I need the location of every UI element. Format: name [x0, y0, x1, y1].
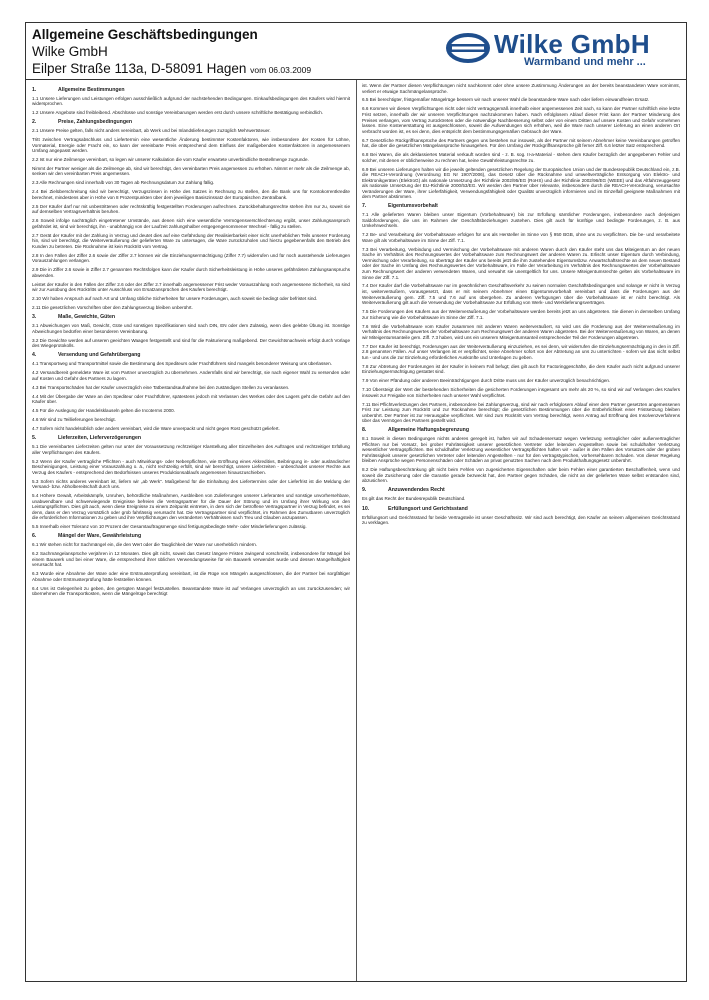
- logo-mark-icon: [446, 33, 490, 63]
- terms-section: [362, 83, 680, 200]
- clause-paragraph: 6.8 Bei Waren, die als deklassiertes Material verkauft worden sind - z. B. sog. II-a-Material - stehen dem Käufer bezüglich der angegebenen Fehler und solcher, mit denen er üblicherweise zu rechnen hat, keine Gewährleistungsrechte zu.: [362, 152, 680, 163]
- clause-paragraph: 6.1 Wir stehen nicht für Sachmängel ein, die den Wert oder die Tauglichkeit der Ware nur unerheblich mindern.: [32, 542, 258, 548]
- clause-paragraph: 2.9 Die in Ziffer 2.6 sowie in Ziffer 2.7 genannten Rechtsfolgen kann der Käufer durch Sicherheitsleistung in Höhe unseres gefährdeten Zahlungsanspruchs abwenden.: [32, 267, 350, 278]
- clause-paragraph: 4.7 Sofern nicht handelsüblich oder anders vereinbart, wird die Ware unverpackt und nicht gegen Rost geschützt geliefert.: [32, 426, 280, 432]
- clause-paragraph: 6.9 Bei unseren Lieferungen halten wir die jeweils geltenden gesetzlichen Regelung der Europäischen Union und der Bundesrepublik Deutschland ein, z.B. die REACH-Verordnung (Verordnung EG Nr 1907/2006), das Gesetz über die Rücknahme und umweltverträgliche Entsorgung von Elektro- und Elektronikgeräten (ElektroG) als nationale Umsetzung der Richtlinie 2002/95/EG (RoHS) und der Richtlinie 2002/96/EG (WEEE) und das Altfahrzeuggesetz als nationale Umsetzung der EU-Richtlinie 2000/53/EG. Wir werden den Partner über relevante, insbesondere durch die REACH-Verordnung, verursachte Veränderungen der Ware, ihrer Lieferfähigkeit, Verwendungsfähigkeit oder Qualität unverzüglich informieren und im Einzelfall geeignete Maßnahmen mit dem Partner abstimmen.: [362, 166, 680, 200]
- clause-paragraph: 4.3 Bei Transportschäden hat der Käufer unverzüglich eine Tatbestandsaufnahme bei den zuständigen Stellen zu veranlassen.: [32, 384, 290, 390]
- clause-paragraph: 7.9 Von einer Pfändung oder anderen Beeinträchtigungen durch Dritte muss uns der Käufer unverzüglich benachrichtigen.: [362, 378, 611, 384]
- terms-section: [32, 435, 350, 530]
- clause-paragraph: Nimmt der Partner weniger als die Zeilmenge ab, sind wir berechtigt, den vereinbarten Preis angemessen zu erhöhen. Nimmt er mehr als die Zeilmenge ab, senken wir den vereinbarten Preis angemessen.: [32, 165, 350, 177]
- clause-paragraph: 7.7 Der Käufer ist berechtigt, Forderungen aus der Weiterveräußerung einzuziehen, es sei denn, wir widerrufen die Einziehungsermächtigung in den in Ziff. 2.8 genannten Fällen. Auf unser Verlangen ist er verpflichtet, seine Abnehmer sofort von der Abtretung an uns zu unterrichten - sofern wir das nicht selbst tun - und uns die zur Einziehung erforderlichen Auskünfte und Unterlagen zu geben.: [362, 343, 680, 360]
- clause-paragraph: 5.1 Die vereinbarten Lieferzeiten gelten nur unter der Voraussetzung rechtzeitiger Klarstellung aller Einzelheiten des Auftrages und rechtzeitiger Erfüllung aller Verpflichtungen des Käufers.: [32, 444, 350, 455]
- section-title: Allgemeine Bestimmungen: [58, 86, 125, 93]
- clause-paragraph: 2.10 Wir haben Anspruch auf nach Art und Umfang übliche Sicherheiten für unsere Forderungen, auch soweit sie bedingt oder befristet sind.: [32, 296, 318, 302]
- clause-paragraph: 3.2 Die Gewichte werden auf unseren geeichten Waagen festgestellt und sind für die Fakturierung maßgebend. Der Gewichtsnachweis erfolgt durch Vorlage des Wiegeprotokolls.: [32, 337, 350, 349]
- terms-section: [362, 427, 680, 484]
- clause-paragraph: 2.5 Der Käufer darf nur mit unbestrittenen oder rechtskräftig festgestellten Forderungen aufrechnen. Zurückbehaltungsrechte stehen ihm nur zu, soweit sie auf demselben Vertragsverhältnis beruhen.: [32, 203, 350, 215]
- clause-paragraph: 2.11 Die gesetzlichen Vorschriften über den Zahlungsverzug bleiben unberührt.: [32, 305, 193, 311]
- document-date: vom 06.03.2009: [250, 65, 312, 75]
- clause-paragraph: Erfüllungsort und Gerichtsstand für beide Vertragsteile ist unser Geschäftssitz. Wir sind auch berechtigt, den Käufer an seinem allgemeinen Gerichtsstand zu verklagen.: [362, 514, 680, 526]
- section-number: 3.: [32, 314, 37, 321]
- section-heading: [32, 87, 350, 93]
- section-title: Anzuwendendes Recht: [388, 487, 445, 494]
- left-column: [32, 83, 350, 979]
- clause-paragraph: 2.6 Soweit infolge nachträglich eingetretener Umstände, aus denen sich eine wesentliche Vermögensverschlechterung ergibt, unser Zahlungsanspruch gefährdet ist, sind wir berechtigt, ihn - unabhängig von der Laufzeit zahlungshalber entgegengenommener Wechsel - fällig zu stellen.: [32, 218, 350, 229]
- clause-paragraph: 6.7 Gesetzliche Rückgriffsansprüche des Partners gegen uns bestehen nur insoweit, als der Partner mit seinem Abnehmer keine Vereinbarungen getroffen hat, die über die gesetzlichen Mängelansprüche hinausgehen. Für den Umfang der Rückgriffsansprüche gilt ferner Ziff. 6.6 letzter Satz entsprechend.: [362, 137, 680, 149]
- logo-slogan: Warmband und mehr ...: [524, 56, 646, 68]
- document-title: Allgemeine Geschäftsbedingungen: [32, 27, 258, 42]
- section-title: Maße, Gewichte, Güten: [58, 314, 116, 321]
- terms-section: [32, 119, 350, 311]
- clause-paragraph: 7.4 Der Käufer darf die Vorbehaltsware nur im gewöhnlichen Geschäftsverkehr zu seinen normalen Geschäftsbedingungen und solange er nicht in Verzug ist, weiterveräußern, vorausgesetzt, dass er mit seinem Abnehmer einen Eigentumsvorbehalt vereinbart und dass die Forderungen aus der Weiterveräußerung gem. Ziff. 7.5 und 7.6 auf uns übergehen. Zu anderen Verfügungen über die Vorbehaltsware ist er nicht berechtigt. Als Weiterveräußerung gilt auch die Verwendung der Vorbehaltsware zur Erfüllung von Werk- und Werklieferungsverträgen.: [362, 283, 680, 306]
- section-number: 5.: [32, 435, 37, 442]
- clause-paragraph: 8.1 Soweit in diesen Bedingungen nichts anderes geregelt ist, haften wir auf Schadensersatz wegen Verletzung vertraglicher oder außervertraglicher Pflichten nur bei Vorsatz, bei grober Fahrlässigkeit unserer gesetzlichen Vertreter oder leitenden Angestellten sowie bei schuldhafter Verletzung wesentlicher Vertragspflichten. Bei schuldhafter Verletzung wesentlicher Vertragspflichten haften wir - außer in den Fällen des Vorsatzes oder der groben Fahrlässigkeit unserer gesetzlichen Vertreter oder leitenden Angestellten - nur für den vertragstypischen, vorhersehbaren Schaden. Von dieser Regelung bleiben Ansprüche wegen Personenschäden oder Schäden an privat genutzten Sachen nach dem Produkthaftungsgesetz unberührt.: [362, 436, 680, 464]
- section-title: Allgemeine Haftungsbegrenzung: [388, 427, 469, 434]
- clause-paragraph: 4.2 Versandbereit gemeldete Ware ist vom Partner unverzüglich zu übernehmen. Andernfalls sind wir berechtigt, sie nach eigener Wahl zu versenden oder auf Kosten und Gefahr des Partners zu lagern.: [32, 370, 350, 381]
- company-logo: [446, 31, 678, 71]
- clause-paragraph: 5.3 Sofern nichts anderes vereinbart ist, liefern wir „ab Werk". Maßgebend für die Einhaltung des Liefertermins oder der Lieferfrist ist die Meldung der Versand- bzw. Abholbereitschaft durch uns.: [32, 478, 350, 490]
- section-number: 6.: [32, 533, 37, 540]
- terms-section: [362, 203, 680, 423]
- clause-paragraph: 2.2 Ist nur eine Zeilmenge vereinbart, so legen wir unserer Kalkulation die vom Käufer erwartete unverbindliche Bestellmenge zugrunde.: [32, 157, 309, 162]
- company-address: Eilper Straße 113a, D-58091 Hagen: [32, 61, 247, 76]
- clause-paragraph: 5.2 Wenn der Käufer vertragliche Pflichten - auch Mitwirkungs- oder Nebenpflichten, wie Eröffnung eines Akkreditivs, Beibringung in- oder ausländischer Bescheinigungen, Leistung einer Vorauszahlung o. ä., nicht rechtzeitig erfüllt, sind wir berechtigt, unsere Lieferzeiten - unbeschadet unserer Rechte aus Verzug des Käufers - entsprechend den Bedürfnissen unseres Produktionsablaufs angemessen hinauszuschieben.: [32, 458, 350, 475]
- terms-section: [362, 506, 680, 526]
- section-number: 7.: [362, 203, 367, 210]
- clause-paragraph: 7.11 Bei Pflichtverletzungen des Partners, insbesondere bei Zahlungsverzug, sind wir nach erfolglosem Ablauf einer dem Partner gesetzten angemessenen Frist zur Leistung zum Rücktritt und zur Rücknahme berechtigt; die gesetzlichen Bestimmungen über die Entbehrlichkeit einer Fristsetzung bleiben unberührt. Der Partner ist zur Herausgabe verpflichtet. Wir sind zum Rücktritt vom Vertrag berechtigt, wenn Antrag auf Eröffnung des Insolvenzverfahrens über das Vermögen des Partners gestellt wird.: [362, 401, 680, 424]
- clause-paragraph: 1.1 Unsere Lieferungen und Leistungen erfolgen ausschließlich aufgrund der nachstehenden Bedingungen. Einkaufsbedingungen des Käufers wird hiermit widersprochen.: [32, 95, 350, 107]
- section-title: Versendung und Gefahrübergang: [58, 352, 141, 359]
- clause-paragraph: 2.4 Bei Zielüberschreitung sind wir berechtigt, Verzugszinsen in Höhe des Satzes in Rechnung zu stellen, den die Bank uns für Kontokorrentkredite berechnet, mindestens aber in Höhe von 8 Prozentpunkten über dem jeweiligen Basiszinssatz der Europäischen Zentralbank.: [32, 189, 350, 200]
- section-number: 9.: [362, 487, 367, 494]
- section-title: Preise, Zahlungsbedingungen: [58, 119, 133, 126]
- clause-paragraph: 4.6 Wir sind zu Teillieferungen berechtigt.: [32, 417, 116, 423]
- clause-paragraph: 7.10 Übersteigt der Wert der bestehenden Sicherheiten die gesicherten Forderungen insgesamt um mehr als 20 %, so sind wir auf Verlangen des Käufers insoweit zur Freigabe von Sicherheiten nach unserer Wahl verpflichtet.: [362, 387, 680, 398]
- logo-name: Wilke GmbH: [494, 29, 650, 59]
- clause-paragraph: 6.2 Sachmängelansprüche verjähren in 12 Monaten. Dies gilt nicht, soweit das Gesetz längere Fristen zwingend vorschreibt, insbesondere für Mängel bei einem Bauwerk und bei einer Ware, die entsprechend ihrer üblichen Verwendungsweise für ein Bauwerk verwendet wurde und dessen Mangelhaftigkeit verursacht hat.: [32, 551, 350, 568]
- clause-paragraph: 3.1 Abweichungen von Maß, Gewicht, Güte und sonstigen Spezifikationen sind nach DIN, EN oder dem Zulässig, wenn dies gelebte Übung ist. Sonstige Abweichungen bedürfen einer besonderen Vereinbarung.: [32, 323, 350, 334]
- section-heading: [32, 435, 350, 441]
- clause-paragraph: Tritt zwischen Vertragsabschluss und Liefertermin eine wesentliche Änderung bestimmter Kostenfaktoren, wie insbesondere der Kosten für Löhne, Vormaterial, Energie oder Fracht ein, so kann der vereinbarte Preis entsprechend dem Einfluss der maßgebenden Kostenfaktoren in angemessenem Umfang angepasst werden.: [32, 136, 350, 154]
- section-heading: [32, 533, 350, 539]
- clause-paragraph: 4.4 Mit der Übergabe der Ware an den Spediteur oder Frachtführer, spätestens jedoch mit Verlassen des Werkes oder des Lagers geht die Gefahr auf den Käufer über.: [32, 393, 350, 405]
- terms-section: [32, 352, 350, 431]
- section-title: Mängel der Ware, Gewährleistung: [58, 533, 142, 540]
- section-heading: [362, 487, 680, 493]
- clause-paragraph: 8.2 Die Haftungsbeschränkung gilt nicht beim Fehlen von zugesicherten Eigenschaften oder beim Fehlen einer garantierten Beschaffenheit, wenn und soweit die Zusicherung oder die Garantie gerade bezweckt hat, den Partner gegen Schäden, die nicht an der gelieferten Ware selbst entstanden sind, abzusichern.: [362, 467, 680, 484]
- clause-paragraph: Es gilt das Recht der Bundesrepublik Deutschland.: [362, 496, 466, 502]
- section-heading: [32, 119, 350, 125]
- section-title: Lieferzeiten, Lieferverzögerungen: [58, 435, 142, 442]
- section-number: 2.: [32, 119, 37, 126]
- clause-paragraph: 7.2 Be- und Verarbeitung der Vorbehaltsware erfolgen für uns als Hersteller im Sinne von § 950 BGB, ohne uns zu verpflichten. Die be- und verarbeitete Ware gilt als Vorbehaltsware im Sinne der Ziff. 7.1.: [362, 232, 680, 243]
- clause-paragraph: 4.1 Transportweg und Transportmittel sowie die Bestimmung des Spediteurs oder Frachtführers sind mangels besonderer Weisung uns überlassen.: [32, 361, 332, 367]
- document-page: [25, 22, 687, 982]
- section-number: 8.: [362, 427, 367, 434]
- right-column: [362, 83, 680, 979]
- section-heading: [362, 506, 680, 512]
- clause-paragraph: 5.5 Innerhalb einer Toleranz von 10 Prozent der Gesamtauftragsmenge sind fertigungsbedingte Mehr- oder Minderlieferungen zulässig.: [32, 524, 307, 530]
- clause-paragraph: Leistet der Käufer in den Fällen der Ziffer 2.6 oder der Ziffer 2.7 innerhalb angemessener Frist weder Vorauszahlung noch angemessene Sicherheit, so sind wir zur Ausübung des Rücktritts unter Ausschluss von Ersatzansprüchen des Käufers berechtigt.: [32, 281, 350, 293]
- clause-paragraph: 2.7 Gerät der Käufer mit der Zahlung in Verzug und deutet dies auf eine Gefährdung der Realisierbarkeit einer nicht unerheblichen Teils unserer Forderung hin, sind wir berechtigt, die Weiterveräußerung der gelieferten Ware zu untersagen, die Ware zurückzuholen und hierzu gegebenenfalls den Betrieb des Kunden zu betreten. Die Rücknahme ist kein Rücktritt vom Vertrag.: [32, 232, 350, 249]
- clause-paragraph: 1.2 Unsere Angebote sind freibleibend. Abschlüsse und sonstige Vereinbarungen werden erst durch unsere schriftliche Bestätigung verbindlich.: [32, 109, 324, 115]
- clause-paragraph: 7.6 Wird die Vorbehaltsware vom Käufer zusammen mit anderen Waren weiterveräußert, so wird uns die Forderung aus der Weiterveräußerung im Verhältnis des Rechnungswertes der Vorbehaltsware zum Rechnungswert der anderen Waren abgetreten. Bei der Weiterveräußerung von Waren, an denen wir Miteigentumsanteile gem. Ziff. 7.3 haben, wird uns ein unserem Miteigentumsanteil entsprechender Teil der Forderungen abgetreten.: [362, 323, 680, 340]
- terms-body: [26, 80, 686, 981]
- terms-section: [32, 533, 350, 597]
- clause-paragraph: 2.8 In den Fällen der Ziffer 2.6 sowie der Ziffer 2.7 können wir die Einziehungsermächtigung (Ziffer 7.7) widerrufen und für noch ausstehende Lieferungen Vorauszahlungen verlangen.: [32, 252, 350, 264]
- section-title: Eigentumsvorbehalt: [388, 203, 438, 210]
- terms-section: [32, 314, 350, 349]
- clause-paragraph: 7.5 Die Forderungen des Käufers aus der Weiterveräußerung der Vorbehaltsware werden bereits jetzt an uns abgetreten. Sie dienen in demselben Umfang zur Sicherung wie die Vorbehaltsware im Sinne der Ziff. 7.1.: [362, 309, 680, 320]
- section-number: 4.: [32, 352, 37, 359]
- company-address-line: [32, 61, 311, 78]
- clause-paragraph: 6.3 Wurde eine Abnahme der Ware oder eine Erstmusterprüfung vereinbart, ist die Rüge von Mängeln ausgeschlossen, die der Partner bei sorgfältiger Abnahme oder Erstmusterprüfung hätte feststellen können.: [32, 571, 350, 582]
- clause-paragraph: 5.4 Höhere Gewalt, Arbeitskämpfe, Unruhen, behördliche Maßnahmen, Ausbleiben von Zulieferungen unserer Lieferanten und sonstige unvorhersehbare, unabwendbare und schwerwiegende Ereignisse befreien die Vertragspartner für die Dauer der Störung und im Umfang ihrer Wirkung von den Leistungspflichten. Dies gilt auch, wenn diese Ereignisse zu einem Zeitpunkt eintreten, in dem sich der betroffene Vertragspartner in Verzug befindet, es sei denn, dass er den Verzug vorsätzlich oder grob fahrlässig verursacht hat. Die Vertragspartner sind verpflichtet, im Rahmen des Zumutbaren unverzüglich die erforderlichen Informationen zu geben und ihre Verpflichtungen den veränderten Verhältnissen nach Treu und Glauben anzupassen.: [32, 493, 350, 521]
- section-number: 10.: [362, 505, 370, 512]
- section-title: Erfüllungsort und Gerichtsstand: [388, 505, 468, 512]
- section-heading: [362, 427, 680, 433]
- clause-paragraph: 6.4 Uns ist Gelegenheit zu geben, den gerügten Mangel festzustellen. Beanstandete Ware ist auf Verlangen unverzüglich an uns zurückzusenden; wir übernehmen die Transportkosten, wenn die Mängelrüge berechtigt: [32, 585, 350, 597]
- clause-paragraph: 2.1 Unsere Preise gelten, falls nicht anders vereinbart, ab Werk und bei Inlandslieferungen zuzüglich Mehrwertsteuer.: [32, 128, 271, 134]
- clause-paragraph: 6.5 Bei berechtigter, fristgemäßer Mängelrüge bessern wir nach unserer Wahl die beanstandete Ware nach oder liefern einwandfreien Ersatz.: [362, 97, 650, 103]
- clause-paragraph: 7.1 Alle gelieferten Waren bleiben unser Eigentum (Vorbehaltsware) bis zur Erfüllung sämtlicher Forderungen, insbesondere auch derjenigen Saldoforderungen, die uns im Rahmen der Geschäftsbeziehungen zustehen. Dies gilt auch für künftige und bedingte Forderungen, z. B. aus Umkehrwechseln.: [362, 212, 680, 229]
- section-heading: [362, 203, 680, 209]
- section-heading: [32, 352, 350, 358]
- document-header: [26, 23, 686, 80]
- section-heading: [32, 314, 350, 320]
- clause-paragraph: 6.6 Kommen wir diesen Verpflichtungen nicht oder nicht vertragsgemäß innerhalb einer angemessenen Zeit nach, so kann der Partner schriftlich eine letzte Frist setzen, innerhalb der wir unseren Verpflichtungen nachzukommen haben. Nach erfolglosem Ablauf dieser Frist kann der Partner Minderung des Preises verlangen, vom Vertrag zurücktreten oder die notwendige Nachbesserung selbst oder von einem Dritten auf unsere Kosten und Gefahr vornehmen lassen. Eine Kostenerstattung ist ausgeschlossen, soweit die Aufwendungen sich erhöhen, weil die Ware nach unserer Lieferung an einen anderen Ort verbracht worden ist, es sei denn, dies entspricht dem bestimmungsgemäßen Gebrauch der Ware.: [362, 106, 680, 134]
- column-divider: [356, 80, 357, 981]
- section-number: 1.: [32, 86, 37, 93]
- terms-section: [32, 87, 350, 116]
- clause-paragraph: ist. Wenn der Partner diesen Verpflichtungen nicht nachkommt oder ohne unsere Zustimmung Änderungen an der bereits beanstandeten Ware vornimmt, verliert er etwaige Sachmängelansprüche.: [362, 83, 680, 94]
- clause-paragraph: 4.5 Für die Auslegung der Handelsklauseln gelten die Incoterms 2000.: [32, 408, 176, 414]
- terms-section: [362, 487, 680, 502]
- clause-paragraph: 7.8 Zur Abtretung der Forderungen ist der Käufer in keinem Fall befugt; dies gilt auch für Factoringgeschäfte, die dem Käufer auch nicht aufgrund unserer Einziehungsermächtigung gestattet sind.: [362, 363, 680, 375]
- clause-paragraph: 2.3 Alle Rechnungen sind innerhalb von 30 Tagen ab Rechnungsdatum zur Zahlung fällig.: [32, 180, 215, 186]
- clause-paragraph: 7.3 Bei Verarbeitung, Verbindung und Vermischung der Vorbehaltsware mit anderen Waren durch den Käufer steht uns das Miteigentum an der neuen Sache im Verhältnis des Rechnungswertes der Vorbehaltsware zum Rechnungswert der anderen Waren zu. Erlischt unser Eigentum durch Verbindung, Vermischung oder Verarbeitung, so überträgt der Käufer uns bereits jetzt die ihm zustehenden Eigentumsbzw. Anwartschaftsrechte an dem neuen Bestand oder der Sache im Umfang des Rechnungswertes der Vorbehaltsware, im Falle der Verarbeitung im Verhältnis des Rechnungswertes der Vorbehaltsware zum Rechnungswert der anderen verwendeten Waren, und verwahrt sie unentgeltlich für uns. Unsere Miteigentumsrechte gelten als Vorbehaltsware im Sinne der Ziff. 7.1.: [362, 246, 680, 280]
- company-name: Wilke GmbH: [32, 44, 108, 59]
